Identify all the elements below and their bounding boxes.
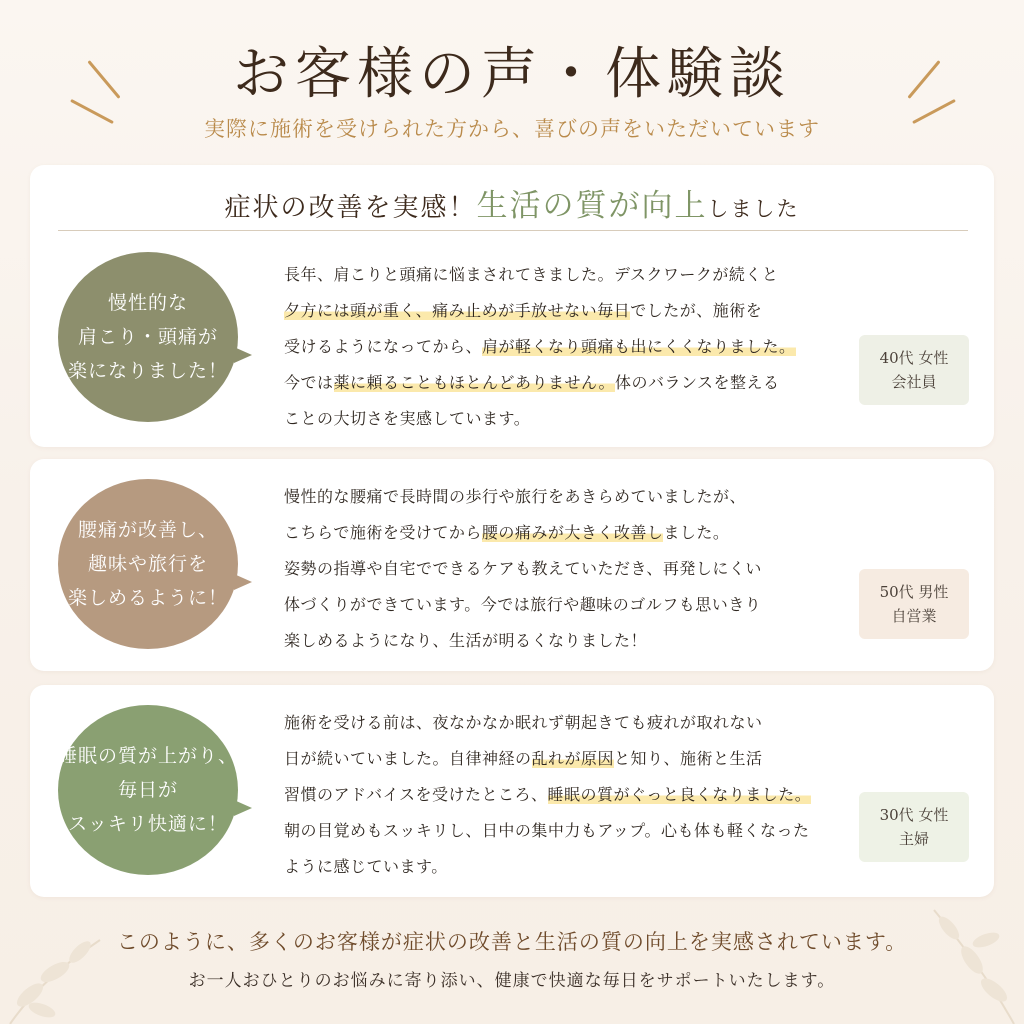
text-line: 長年、肩こりと頭痛に悩まされてきました。デスクワークが続くと <box>284 265 779 284</box>
speech-bubble-2 <box>58 479 238 649</box>
text-line: でしたが、施術を <box>630 301 763 320</box>
text-line: 体づくりができています。今では旅行や趣味のゴルフも思いきり <box>284 595 762 614</box>
text-line: 姿勢の指導や自宅でできるケアも教えていただき、再発しにくい <box>284 559 762 578</box>
page-title: お客様の声・体験談 <box>233 42 791 107</box>
headline-part-3: しました <box>707 197 800 221</box>
footer-sub-text: お一人おひとりのお悩みに寄り添い、健康で快適な毎日をサポートいたします。 <box>188 971 836 991</box>
bubble-line: 趣味や旅行を <box>87 553 208 575</box>
divider <box>58 230 968 231</box>
customer-tag-3 <box>859 792 969 862</box>
headline-part-1: 症状の改善を実感！ <box>224 193 477 223</box>
bubble-line: 腰痛が改善し、 <box>77 519 218 541</box>
highlight-text: 睡眠の質がぐっと良くなりました。 <box>547 785 812 804</box>
highlight-text: 乱れが原因 <box>531 749 615 768</box>
text-line: と知り、施術と生活 <box>614 749 763 768</box>
text-line: 施術を受ける前は、夜なかなか眠れず朝起きても疲れが取れない <box>284 713 763 732</box>
highlight-text: 肩が軽くなり頭痛も出にくくなりました。 <box>482 337 796 356</box>
highlight-text: 夕方には頭が重く、痛み止めが手放せない毎日 <box>284 301 631 320</box>
bubble-line: 睡眠の質が上がり、 <box>58 745 239 767</box>
text-line: 今では <box>284 373 334 392</box>
text-line: こちらで施術を受けてから <box>284 523 482 542</box>
customer-age: 30代 女性 <box>879 806 949 824</box>
section-headline <box>30 180 994 225</box>
text-line: 朝の目覚めもスッキリし、日中の集中力もアップ。心も体も軽くなった <box>284 821 810 840</box>
customer-tag-2 <box>859 569 969 639</box>
text-line: 習慣のアドバイスを受けたところ、 <box>284 785 548 804</box>
bubble-line: 楽になりました！ <box>67 360 228 382</box>
testimonial-text-2 <box>284 479 844 659</box>
text-line: 体のバランスを整える <box>614 373 780 392</box>
leaf-branch-icon <box>0 900 110 1024</box>
testimonial-text-1 <box>284 257 844 437</box>
customer-tag-1 <box>859 335 969 405</box>
text-line: ました。 <box>663 523 730 542</box>
bubble-line: スッキリ快適に！ <box>68 813 228 835</box>
text-line: 楽しめるようになり、生活が明るくなりました！ <box>284 631 648 650</box>
testimonial-text-3 <box>284 705 844 885</box>
speech-bubble-1 <box>58 252 238 422</box>
bubble-line: 毎日が <box>117 779 178 801</box>
text-line: ように感じています。 <box>284 857 448 876</box>
text-line: 受けるようになってから、 <box>284 337 483 356</box>
page-subtitle: 実際に施術を受けられた方から、喜びの声をいただいています <box>204 117 820 141</box>
highlight-text: 腰の痛みが大きく改善し <box>481 523 664 542</box>
text-line: 日が続いていました。自律神経の <box>284 749 532 768</box>
bubble-line: 楽しめるように！ <box>67 587 228 609</box>
bubble-line: 慢性的な <box>107 292 188 314</box>
speech-bubble-3 <box>58 705 238 875</box>
text-line: ことの大切さを実感しています。 <box>284 409 531 428</box>
bubble-line: 肩こり・頭痛が <box>77 326 218 348</box>
customer-job: 自営業 <box>891 607 937 625</box>
customer-age: 40代 女性 <box>879 349 949 367</box>
customer-job: 主婦 <box>898 830 929 848</box>
customer-age: 50代 男性 <box>879 583 949 601</box>
highlight-text: 薬に頼ることもほとんどありません。 <box>333 373 615 392</box>
headline-part-2: 生活の質が向上 <box>476 188 708 224</box>
footer-main-text: このように、多くのお客様が症状の改善と生活の質の向上を実感されています。 <box>116 930 908 954</box>
text-line: 慢性的な腰痛で長時間の歩行や旅行をあきらめていましたが、 <box>284 487 747 506</box>
customer-job: 会社員 <box>891 373 937 391</box>
